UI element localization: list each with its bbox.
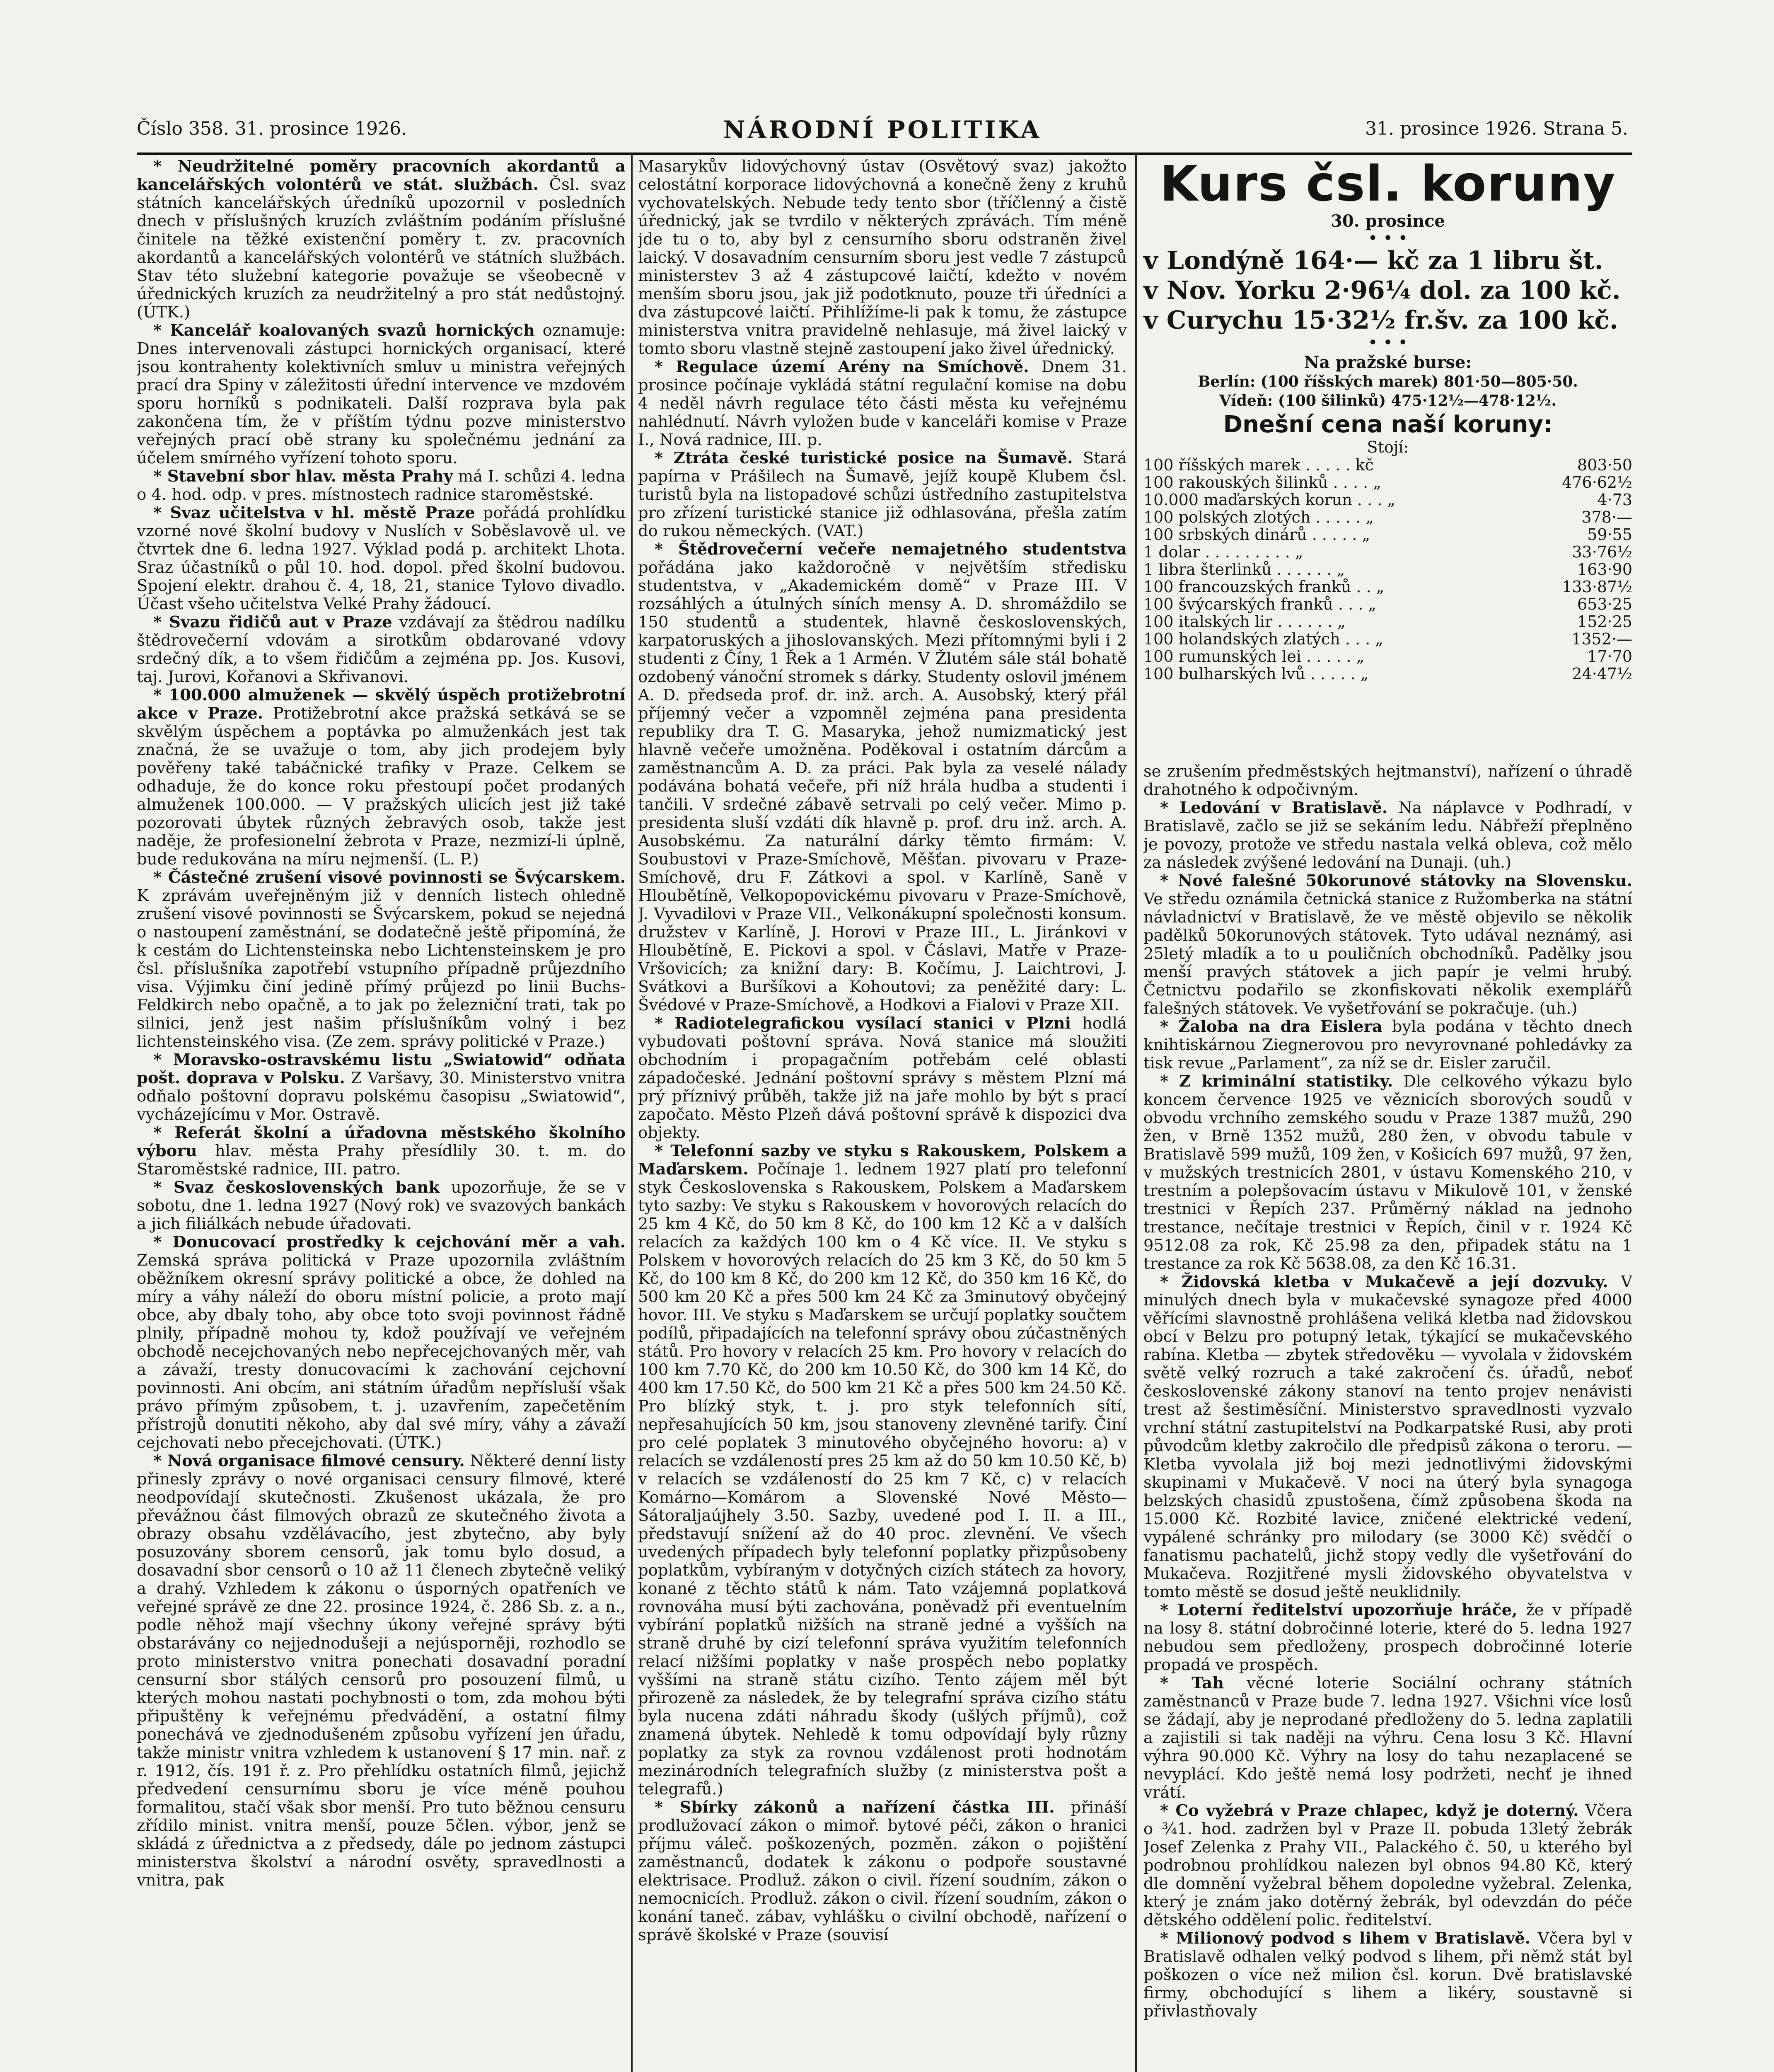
ornament-dots: • • •: [1368, 333, 1408, 352]
page-info: 31. prosince 1926. Strana 5.: [1365, 118, 1628, 139]
currency-value: 1352·—: [1571, 630, 1632, 648]
article-paragraph: [137, 869, 626, 1051]
currency-value: 24·47½: [1572, 665, 1632, 683]
article-heading: * Milionový podvod s lihem v Bratislavě.: [1160, 1929, 1531, 1948]
exchange-row: [1143, 578, 1632, 595]
article-paragraph: [137, 504, 626, 613]
article-heading: * Nové falešné 50korunové státovky na Slovensku.: [1160, 871, 1632, 890]
article-text: byla podána v těchto dnech knihtiskárnou Ziegnerovou pro nevyrovnané pohledávky za tisk revue „Parlament“, za níž se dr. Eisler zaručil.: [1143, 1017, 1632, 1072]
article-heading: * Žaloba na dra Eislera: [1160, 1017, 1382, 1036]
article-paragraph: [1143, 1929, 1632, 2021]
article-heading: * Ledování v Bratislavě.: [1160, 799, 1388, 817]
article-text: Masarykův lidovýchovný ústav (Osvětový svaz) jakožto celostátní korporace lidovýchovná a konečně ženy z kruhů vychovatelských. Nebude tedy tento sbor (tříčlenný a čistě úřednický, jak se tvrdilo v některých zprávách. Tím méně jde tu o to, aby byl z censurního sboru odstraněn živel laický. V dosavadním censurním sboru jest vedle 7 zástupců ministerstev 3 až 4 zástupcové laičtí, kdežto v novém menším sboru jsou, jak již podotknuto, pouze tři úředníci a dva zástupcové laičtí. Přihlížíme-li pak k tomu, že zástupce ministerstva vnitra pravidelně nehlasuje, má živel laický v tomto sboru vlastně stejně zastoupení jako živel úřednický.: [638, 157, 1127, 358]
article-heading: * Svaz učitelstva v hl. městě Praze: [153, 503, 475, 522]
article-heading: * Telefonní sazby ve styku s Rakouskem, Polskem a Maďarskem.: [638, 1142, 1127, 1179]
article-paragraph: [137, 1051, 626, 1124]
article-text: Na náplavce v Podhradí, v Bratislavě, začlo se již se sekáním ledu. Nábřeží přeplněno je povozy, protože ve středu nastala velká obleva, což mělo za následek zvýšené ledování na Dunaji. (uh.): [1143, 799, 1632, 872]
column-divider: [631, 154, 633, 2072]
article-paragraph: [1143, 762, 1632, 799]
article-text: pořádá prohlídku vzorné nové školní budovy v Nuslích v Soběslavově ul. ve čtvrtek dne 6. ledna 1927. Výklad podá p. architekt Lhota. Sraz účastníků o půl 10. hod. dopol. před školní budovou. Spojení elektr. drahou č. 4, 18, 21, stanice Tylovo divadlo. Účast všeho učitelstva Velké Prahy žádoucí.: [137, 503, 626, 613]
article-text: Čsl. svaz státních kancelářských úředníků upozornil v posledních dnech v příslušných kruzích zvláštním podáním příslušné činitele na těžké existenční poměry t. zv. pracovních akordantů a kancelářských volontérů ve státních službách. Stav této služební kategorie považuje se všeobecně v úřednických kruzích za neudržitelný a pro stát nedůstojný. (ÚTK.): [137, 175, 626, 322]
article-heading: * Svazu řidičů aut v Praze: [153, 613, 392, 632]
rates-title: Kurs čsl. koruny: [1160, 155, 1616, 212]
article-heading: * Z kriminální statistiky.: [1160, 1072, 1393, 1091]
article-paragraph: [137, 322, 626, 467]
column-3: [1143, 762, 1632, 2072]
article-heading: * Štědrovečerní večeře nemajetného studentstva: [655, 540, 1127, 559]
article-text: hodlá vybudovati poštovní správa. Nová stanice má sloužiti obchodním i propagačním potřebám celé oblasti západočeské. Jednání poštovní správy s městem Plzní má prý příznivý průběh, takže již na jaře mohlo by být s prací započato. Město Plzeň dává poštovní správě k dispozici dva objekty.: [638, 1014, 1127, 1142]
article-text: Ve středu oznámila četnická stanice z Ružomberka na státní návladnictví v Bratislavě, že ve městě objevilo se několik padělků 50korunových státovek. Tyto udával neznámý, asi 25letý mladík a to u pouličních obchodníků. Padělky jsou menší pravých státovek a jich papír je velmi hrubý. Četnictvu podařilo se zkonfiskovati několik exemplářů falešných státovek. Ve vyšetřování se pokračuje. (uh.): [1143, 890, 1632, 1018]
article-text: Z Varšavy, 30. Ministerstvo vnitra odňalo poštovní dopravu polskému časopisu „Swiatowid“, vycházejícímu v Mor. Ostravě.: [137, 1069, 626, 1124]
article-paragraph: [137, 1124, 626, 1179]
currency-value: 476·62½: [1562, 473, 1632, 491]
article-heading: * Stavební sbor hlav. města Prahy: [153, 467, 453, 486]
currency-value: 59·55: [1587, 525, 1632, 544]
article-paragraph: [638, 540, 1127, 1014]
article-heading: * 100.000 almuženek — skvělý úspěch protižebrotní akce v Praze.: [137, 686, 626, 723]
article-paragraph: [137, 613, 626, 686]
article-paragraph: [137, 686, 626, 869]
currency-label: 100 italských lir . . . . . . „: [1143, 612, 1346, 631]
exchange-row: [1143, 595, 1632, 613]
article-paragraph: [1143, 1072, 1632, 1273]
article-paragraph: [638, 157, 1127, 358]
rate-zurich: v Curychu 15·32½ fr.šv. za 100 kč.: [1143, 306, 1618, 335]
article-paragraph: [137, 1179, 626, 1233]
exchange-row: [1143, 474, 1632, 491]
article-heading: * Co vyžebrá v Praze chlapec, když je doterný.: [1160, 1801, 1579, 1820]
article-paragraph: [1143, 1601, 1632, 1674]
currency-value: 163·90: [1577, 560, 1632, 579]
newspaper-title: NÁRODNÍ POLITIKA: [723, 116, 1042, 144]
currency-value: 378·—: [1581, 508, 1632, 526]
article-text: V minulých dnech byla v mukačevské synagoze před 4000 věřícími slavnostně prohlášena veliká kletba nad židovskou obcí v Belzu pro potupný letak, týkající se mukačevského rabína. Kletba — zbytek středověku — vyvolala v židovském světě velký rozruch a také zakročení čs. úřadů, neboť československé zákony stanoví na tento projev nenávisti trest až šestiměsíční. Ministerstvo spravedlnosti vyzvalo vrchní státní zastupitelství na Podkarpatské Rusi, aby proti původcům kletby zakročilo dle předpisů zákona o teroru. — Kletba vyvolala již boj mezi jednotlivými židovskými skupinami v Mukačevě. V noci na úterý byla synagoga belzských chasidů zpustošena, čímž způsobena škoda na 15.000 Kč. Rozbité lavice, zničené elektrické vedení, vypálené schránky pro milodary (se 3000 Kč) svědčí o fanatismu pachatelů, jichž stopy vedly dle vyšetřování do Mukačeva. Rozjitřené mysli židovského obyvatelstva v tomto městě se dosud ještě neuklidnily.: [1143, 1273, 1632, 1601]
exchange-row: [1143, 613, 1632, 630]
currency-label: 100 holandských zlatých . . . „: [1143, 630, 1383, 648]
article-text: přináší prodlužovací zákon o mimoř. bytové péči, zákon o hranici příjmu váleč. poškozených, pozměn. zákon o pojištění zaměstnanců, dodatek k zákonu o podpoře soustavné elektrisace. Prodluž. zákon o civil. řízení soudním, zákon o nemocnicích. Prodluž. zákon o civil. řízení soudním, zákon o konání taneč. zábav, vyhlášku o civilní obchodě, nařízení o správě školské v Praze (souvisí: [638, 1798, 1127, 1944]
article-text: K zprávám uveřejněným již v denních listech ohledně zrušení visové povinnosti se Švýcarskem, pokud se nejedná o nastoupení zaměstnání, se dodatečně ještě připomíná, že k cestám do Lichtensteinska nebo Lichtensteinskem je pro čsl. příslušníka zapotřebí vstupního případně průjezdního visa. Výjimku činí jedině přímý průjezd po linii Buchs-Feldkirch nebo opačně, a to jak po železniční trati, tak po silnici, jenž jest našim příslušníkům volný i bez lichtensteinského visa. (Ze zem. správy politické v Praze.): [137, 886, 626, 1051]
issue-info: Číslo 358. 31. prosince 1926.: [137, 118, 407, 139]
article-paragraph: [638, 1142, 1127, 1798]
currency-label: 100 rumunských lei . . . . . „: [1143, 647, 1365, 666]
article-text: Protižebrotní akce pražská setkává se se skvělým úspěchem a poptávka po almuženkách jest tak značná, že se uvažuje o tom, aby jich prodejem byly pověřeny také tabáčnické trafiky v Praze. Celkem se odhaduje, že do konce roku přestoupí počet prodaných almuženek 100.000. — V pražských ulicích jest již také pozorovati úbytek různých žebravých osob, takže jest naděje, že profesionelní žebrota v Praze, nezmizí-li úplně, bude redukována na míru nejmenší. (L. P.): [137, 704, 626, 869]
currency-value: 33·76½: [1572, 543, 1632, 561]
article-paragraph: [1143, 1802, 1632, 1929]
article-heading: * Kancelář koalovaných svazů hornických: [153, 321, 535, 340]
article-text: pořádána jako každoročně v největším středisku studentstva, v „Akademickém domě“ v Praze III. V rozsáhlých a útulných síních mensy A. D. shromáždilo se 150 studentů a studentek, hlavně československých, karpatoruských a jihoslovanských. Mezi přítomnými byli i 2 studenti z Číny, 1 Řek a 1 Armén. V Žlutém sále stál bohatě ozdobený vánoční stromek s dárky. Studenty oslovil jménem A. D. předseda prof. dr. inž. arch. A. Ausobský, který přál příjemný večer a vzpomněl zejména pana presidenta republiky dra T. G. Masaryka, jehož numizmatický jest hlavně večeře umožněna. Poděkoval i ostatním dárcům a zaměstnancům A. D. za práci. Pak byla za veselé nálady podávána bohatá večeře, při níž hrála hudba a studenti i tančili. V srdečné zábavě setrvali po celý večer. Mimo p. presidenta sluší vzdáti dík hlavně p. prof. dru inž. arch. A. Ausobskému. Za naturální dárky těmto firmám: V. Soubustovi v Praze-Smíchově, Měšťan. pivovaru v Praze-Smíchově, dru F. Zátkovi a spol. v Karlíně, Saně v Hloubětíně, Velkopopovickému pivovaru v Praze-Smíchově, J. Vyvadilovi v Praze VII., Velkonákupní společnosti konsum. družstev v Karlíně, J. Horovi v Praze III., L. Jiránkovi v Hloubětíně, E. Pickovi a spol. v Čáslavi, Matře v Praze-Vršovicích; za knižní dary: B. Kočímu, J. Laichtrovi, J. Svátkovi a Buršíkovi a Kohoutovi; za peněžité dary: L. Švédové v Praze-Smíchově, a Hodkovi a Fialovi v Praze XII.: [638, 558, 1127, 1014]
article-heading: * Částečné zrušení visové povinnosti se Švýcarskem.: [153, 868, 626, 887]
article-paragraph: [137, 1452, 626, 1890]
burse-berlin: Berlín: (100 říšských marek) 801·50—805·50.: [1198, 373, 1578, 390]
currency-label: 100 polských zlotých . . . . . „: [1143, 508, 1374, 526]
article-paragraph: [137, 157, 626, 322]
currency-value: 133·87½: [1562, 578, 1632, 596]
currency-label: 1 libra šterlinků . . . . . . „: [1143, 560, 1345, 579]
article-text: Stará papírna v Prášilech na Šumavě, jejíž koupě Klubem čsl. turistů byla na listopadové schůzi ústředního zastupitelstva pro zřízení turistické stanice již odhlasována, přešla zatím do rukou německých. (VAT.): [638, 449, 1127, 540]
article-text: věcné loterie Sociální ochrany státních zaměstnanců v Praze bude 7. ledna 1927. Všichni více losů se žádají, aby je neprodané předloženy do 5. ledna zaplatili a zajistili si tak naději na výhru. Cena losu 3 Kč. Hlavní výhra 90.000 Kč. Výhry na losy do tahu nezaplacené se nevyplácí. Kdo ještě nemá losy podržeti, nechť je ihned vrátí.: [1143, 1674, 1632, 1802]
currency-rates-box: [1143, 157, 1632, 760]
currency-label: 100 rakouských šilinků . . . . „: [1143, 473, 1381, 491]
currency-label: 1 dolar . . . . . . . . . „: [1143, 543, 1303, 561]
article-text: upozorňuje, že se v sobotu, dne 1. ledna 1927 (Nový rok) ve svazových bankách a jich filiálkách nebude úřadovati.: [137, 1178, 626, 1233]
article-text: vzdávají za štědrou nadílku štědrovečerní vdovám a sirotkům obdarované vdovy srdečný dík, a to všem řidičům a zejména pp. Jos. Kusovi, taj. Jurovi, Kořanovi a Skřivanovi.: [137, 613, 626, 686]
currency-value: 653·25: [1577, 595, 1632, 613]
currency-value: 17·70: [1587, 647, 1632, 666]
article-heading: * Sbírky zákonů a nařízení částka III.: [655, 1798, 1055, 1817]
article-paragraph: [1143, 1674, 1632, 1802]
burse-vienna: Vídeň: (100 šilinků) 475·12½—478·12½.: [1219, 392, 1556, 409]
article-text: Některé denní listy přinesly zprávy o nové organisaci censury filmové, které neodpovídají skutečnosti. Zkušenost ukázala, že pro převážnou část filmových obrazů ze skutečného života a obrazy obsahu vzdělávacího, jest zbytečno, aby byly posuzovány sborem censorů, jak tomu bylo dosud, a dosavadní sbor censorů o 10 až 11 členech zbytečně veliký a drahý. Vzhledem k zákonu o úsporných opatřeních ve veřejné správě ze dne 22. prosince 1924, č. 286 Sb. z. a n., podle něhož mají všechny úkony veřejné správy býti obstarávány co nejjednodušeji a nejúsporněji, rozhodlo se proto ministerstvo vnitra ponechati dosavadní poradní censurní sbor stálých censorů pro posouzení filmů, u kterých mohou nastati pochybnosti o tom, zda mohou býti připuštěny k veřejnému předvádění, a ostatní filmy ponechává ve zjednodušeném způsobu vyřízení jen úřadu, takže ministr vnitra vzhledem k ustanovení § 17 min. nař. z r. 1912, čís. 191 ř. z. Pro přehlídku ostatních filmů, jejichž předvedení censurnímu sboru je více méně pouhou formalitou, stačí však sbor menší. Pro tuto běžnou censuru zřídilo minist. vnitra menší, pouze 5člen. výbor, jenž se skládá z úřednictva a z předsedy, dále po jednom zástupci ministerstva školství a národní osvěty, spravedlnosti a vnitra, pak: [137, 1452, 626, 1890]
article-heading: * Moravsko-ostravskému listu „Swiatowid“ odňata pošt. doprava v Polsku.: [137, 1051, 626, 1087]
ornament-dots: • • •: [1368, 229, 1408, 248]
article-text: se zrušením předměstských hejtmanství), nařízení o úhradě drahotného k odpočivným.: [1143, 762, 1632, 799]
article-heading: * Donucovací prostředky k cejchování měr a vah.: [153, 1233, 626, 1251]
currency-value: 152·25: [1577, 612, 1632, 631]
exchange-row: [1143, 508, 1632, 526]
article-text: Počínaje 1. lednem 1927 platí pro telefonní styk Československa s Rakouskem, Polskem a Maďarskem tyto sazby: Ve styku s Rakouskem v hovorových relacích do 25 km 4 Kč, do 50 km 8 Kč, do 100 km 12 Kč a v dalších relacích za každých 100 km o 4 Kč více. II. Ve styku s Polskem v hovorových relacích do 25 km 3 Kč, do 50 km 5 Kč, do 100 km 8 Kč, do 200 km 12 Kč, do 350 km 16 Kč, do 500 km 20 Kč a přes 500 km 24 Kč za 3minutový obyčejný hovor. III. Ve styku s Maďarskem se určují poplatky součtem podílů, připadajících na telefonní správy obou zúčastněných států. Pro hovory v relacích 25 km. Pro hovory v relacích do 100 km 7.70 Kč, do 200 km 10.50 Kč, do 300 km 14 Kč, do 400 km 17.50 Kč, do 500 km 21 Kč a přes 500 km 24.50 Kč. Pro blízký styk, t. j. pro styk telefonních sítí, nepřesahujících 50 km, jsou stanoveny zlevněné tarify. Činí pro celé poplatek 3 minutového obyčejného hovoru: a) v relacích se vzdáleností pres 25 km až do 50 km 10.50 Kč, b) v relacích se vzdáleností do 25 km 7 Kč, c) v relacích Komárno—Komárom a Slovenské Nové Město—Sátoraljaújhely 3.50. Sazby, uvedené pod I. II. a III., představují snížení až do 40 proc. zlevnění. Ve všech uvedených případech byly telefonní poplatky přizpůsobeny poplatkům, vybíraným v dotyčných cizích státech za hovory, konané z těchto států k nám. Tato vzájemná poplatková rovnováha musí býti zachována, poněvadž při eventuelním vybírání poplatků nižších na straně jedné a vyšších na straně druhé by cizí telefonní správa využitím telefonních relací nižšími poplatky v naše prospěch nebo poplatky vyššími na straně státu cizího. Tento zájem měl být přirozeně za následek, že by telegrafní správa cizího státu byla nucena zdáti náhradu škody (ušlých příjmů), což znamená úbytek. Nehledě k tomu odpovídají byly různy poplatky za styk za rovnou vzdálenost proti hodnotám mezinárodních telegrafních služby (z ministerstva pošt a telegrafů.): [638, 1160, 1127, 1798]
article-heading: * Tah: [1160, 1674, 1224, 1692]
article-paragraph: [1143, 799, 1632, 872]
exchange-row: [1143, 630, 1632, 648]
article-heading: * Radiotelegrafickou vysílací stanici v Plzni: [655, 1014, 1071, 1033]
burse-heading: Na pražské burse:: [1304, 353, 1472, 372]
article-paragraph: [1143, 1273, 1632, 1601]
article-paragraph: [1143, 872, 1632, 1018]
currency-value: 803·50: [1577, 456, 1632, 474]
column-2: [638, 157, 1127, 2072]
rates-date: 30. prosince: [1331, 211, 1445, 231]
article-text: že v případě na losy 8. státní dobročinné loterie, které do 5. ledna 1927 nebudou sem předloženy, prospech dobročinné loterie propadá ve prospěch.: [1143, 1601, 1632, 1674]
article-paragraph: [638, 1798, 1127, 1944]
article-heading: * Židovská kletba v Mukačevě a její dozvuky.: [1160, 1273, 1608, 1291]
article-paragraph: [137, 467, 626, 504]
currency-label: 100 bulharských lvů . . . . . „: [1143, 665, 1369, 683]
rate-new-york: v Nov. Yorku 2·96¼ dol. za 100 kč.: [1143, 276, 1621, 305]
currency-value: 4·73: [1597, 491, 1632, 509]
article-text: hlav. města Prahy přesídlily 30. t. m. do Staroměstské radnice, III. patro.: [137, 1142, 626, 1179]
article-paragraph: [638, 1014, 1127, 1142]
article-heading: * Referát školní a úřadovna městského školního výboru: [137, 1123, 626, 1160]
article-paragraph: [638, 358, 1127, 449]
price-title: Dnešní cena naší koruny:: [1223, 411, 1553, 438]
article-text: Včera o ¾1. hod. zadržen byl v Praze II. pobuda 13letý žebrák Josef Zelenka z Prahy VII., Palackého č. 50, u kterého byl podrobnou prohlídkou nalezen byl obnos 94.80 Kč, který dle domnění vyžebral během dopoledne vyžebral. Zelenka, který je znám jako dotěrný žebrák, byl odevzdán do péče dětského oddělení polic. ředitelství.: [1143, 1801, 1632, 1929]
article-text: má I. schůzi 4. ledna o 4. hod. odp. v pres. místnostech radnice staroměstské.: [137, 467, 626, 504]
article-heading: * Loterní ředitelství upozorňuje hráče,: [1160, 1601, 1518, 1619]
exchange-row: [1143, 543, 1632, 561]
currency-label: 100 švýcarských franků . . . „: [1143, 595, 1377, 613]
article-heading: * Regulace území Arény na Smíchově.: [655, 358, 1029, 376]
exchange-row: [1143, 526, 1632, 543]
exchange-row: [1143, 561, 1632, 578]
article-paragraph: [137, 1233, 626, 1452]
article-heading: * Ztráta české turistické posice na Šumavě.: [655, 449, 1073, 467]
column-1: [137, 157, 626, 2072]
exchange-row: [1143, 456, 1632, 474]
article-text: Zemská správa politická v Praze upozornila zvláštním oběžníkem okresní správy politické a obce, že dohled na míry a váhy náleží do oboru místní policie, a proto mají obce, aby dbaly toho, aby obce toto svoji povinnost řádně plnily, případně mohou ty, kdož používají ve veřejném obchodě necejchovaných nebo nepřecejchovaných měr, vah a závaží, tresty donucovacími k zachování cejchovní povinnosti. Ani obcím, ani státním úřadům nepřísluší však právo přímým způsobem, t. j. uzavřením, zapečetěním přístrojů donutiti někoho, aby dal své míry, váhy a závaží cejchovati nebo přecejchovati. (ÚTK.): [137, 1251, 626, 1452]
currency-label: 100 srbských dinárů . . . . . „: [1143, 525, 1370, 544]
currency-label: 100 říšských marek . . . . . kč: [1143, 456, 1374, 474]
masthead: [137, 118, 1628, 151]
article-heading: * Nová organisace filmové censury.: [153, 1452, 465, 1470]
exchange-table: [1143, 456, 1632, 683]
article-text: Dle celkového výkazu bylo koncem července 1925 ve věznicích sborových soudů v obvodu vrchního zemského soudu v Praze 1387 mužů, 290 žen, v Brně 1352 mužů, 280 žen, v obvodu tabule v Bratislavě 599 mužů, 109 žen, v Košicích 697 mužů, 97 žen, v mužských trestnicích 2801, v ústavu Komenského 210, v trestním a polepšovacím ústavu v Mikulově 101, v ženské trestnici v Řepích 237. Průměrný náklad na jednoho trestance, nečítaje trestnici v Řepích, činil v r. 1924 Kč 9512.08 za rok, Kč 25.98 za den, připadek státu na 1 trestance za rok Kč 5638.08, za den Kč 16.31.: [1143, 1072, 1632, 1273]
article-heading: * Neudržitelné poměry pracovních akordantů a kancelářských volontérů ve stát. službách.: [137, 157, 626, 194]
exchange-row: [1143, 665, 1632, 683]
rate-london: v Londýně 164·— kč za 1 libru št.: [1143, 246, 1603, 275]
price-subheading: Stojí:: [1367, 438, 1409, 456]
column-divider: [1135, 154, 1137, 2072]
article-text: Včera byl v Bratislavě odhalen velký podvod s lihem, při němž stát byl poškozen o více než milion čsl. korun. Dvě bratislavské firmy, obchodující s lihem a likéry, soustavně si přivlastňovaly: [1143, 1929, 1632, 2021]
currency-label: 10.000 maďarských korun . . . „: [1143, 491, 1395, 509]
article-text: Dnem 31. prosince počínaje vykládá státní regulační komise na dobu 4 neděl návrh regulace této části města ku veřejnému nahlédnutí. Návrh vyložen bude v kanceláři komise v Praze I., Nová radnice, III. p.: [638, 358, 1127, 449]
article-text: oznamuje: Dnes intervenovali zástupci hornických organisací, které jsou kontrahenty kolektivních smluv u ministra veřejných prací dra Spiny v záležitosti úřední intervence ve mzdovém sporu horníků s podnikateli. Další rozprava byla pak zakončena tím, že v příštím týdnu pozve ministerstvo veřejných prací obě strany ku společnému jednání za účelem smírného vyřízení tohoto sporu.: [137, 321, 626, 467]
article-heading: * Svaz československých bank: [153, 1178, 440, 1197]
exchange-row: [1143, 491, 1632, 508]
exchange-row: [1143, 648, 1632, 665]
article-paragraph: [638, 449, 1127, 540]
currency-label: 100 francouzských franků . . „: [1143, 578, 1385, 596]
article-paragraph: [1143, 1018, 1632, 1072]
